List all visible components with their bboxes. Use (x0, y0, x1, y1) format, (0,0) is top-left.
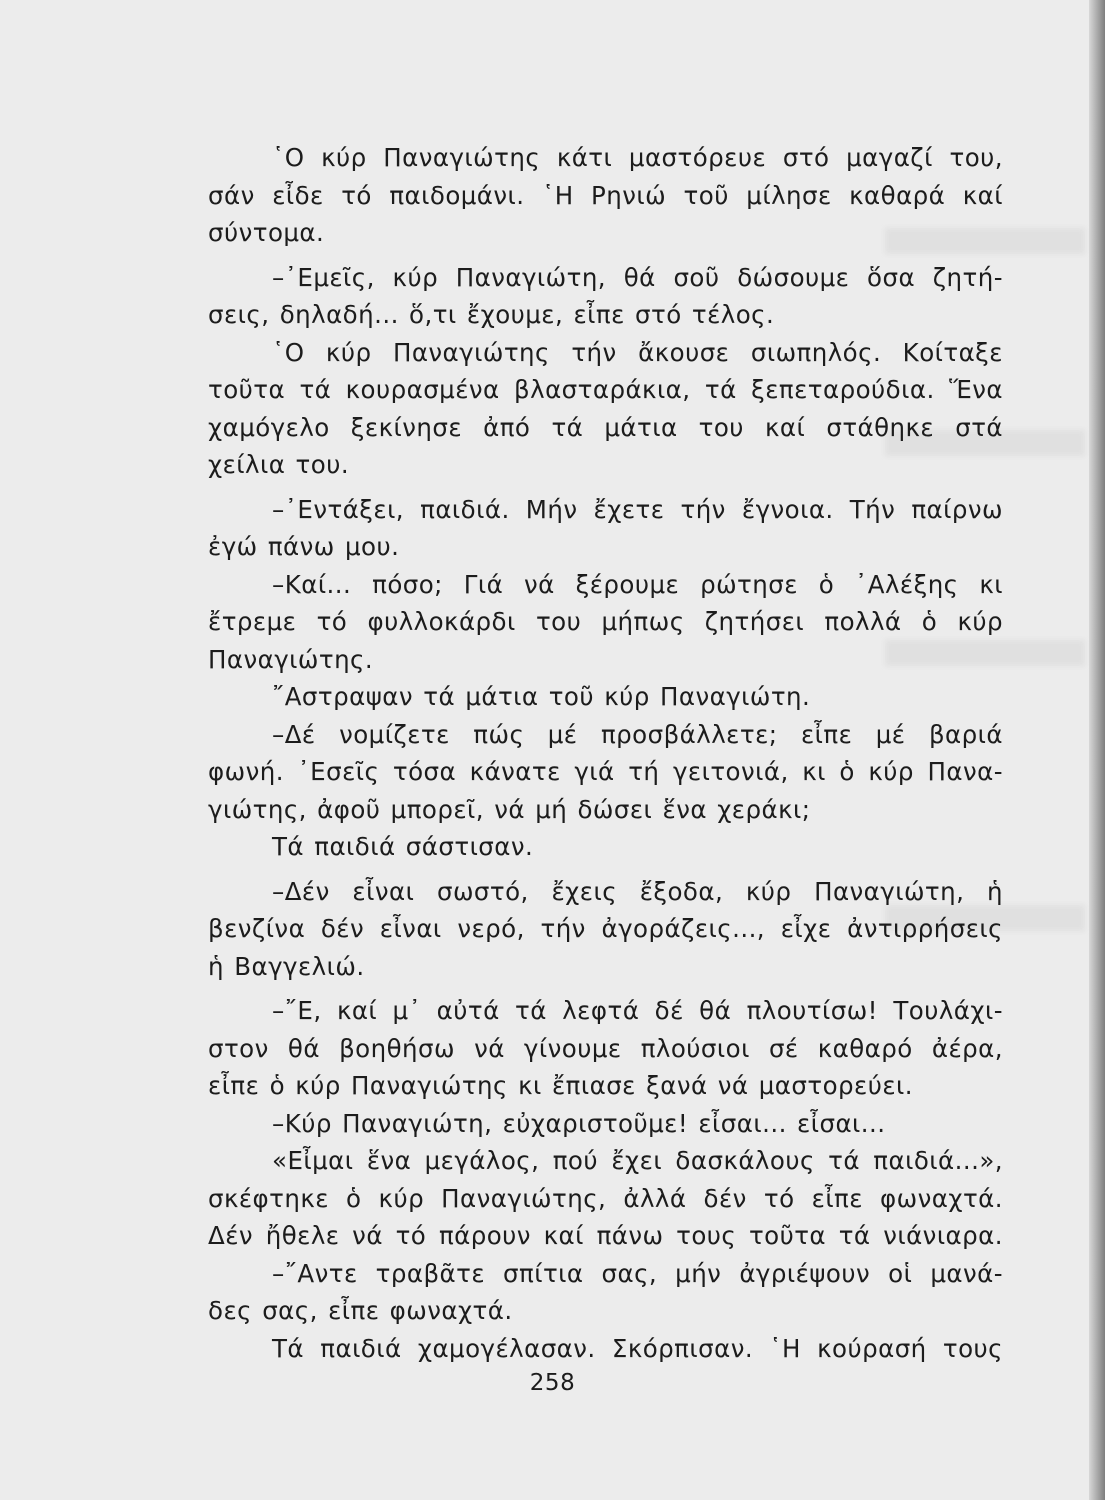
text-line: ῎Αστραψαν τά μάτια τοῦ κύρ Παναγιώτη. (272, 682, 811, 711)
text-line: χαμόγελο ξεκίνησε ἀπό τά μάτια του καί στάθηκε στά (208, 412, 1003, 442)
text-line: σάν εἶδε τό παιδομάνι. ῾Η Ρηνιώ τοῦ μίλησε καθαρά καί (208, 180, 1003, 210)
page-gutter-shadow (1089, 0, 1105, 1500)
body-text (208, 139, 1003, 1367)
text-line: στον θά βοηθήσω νά γίνουμε πλούσιοι σέ καθαρό ἀέρα, (208, 1033, 1003, 1063)
text-line: δες σας, εἶπε φωναχτά. (208, 1296, 513, 1325)
page-number: 258 (529, 1370, 576, 1396)
text-line: Δέν ἤθελε νά τό πάρουν καί πάνω τους τοῦτα τά νιάνιαρα. (208, 1221, 1003, 1250)
text-line: ῾Ο κύρ Παναγιώτης κάτι μαστόρευε στό μαγαζί του, (272, 143, 1003, 172)
text-line: –Καί... πόσο; Γιά νά ξέρουμε ρώτησε ὁ ᾿Αλέξης κι (272, 569, 1003, 599)
text-line: –Δέ νομίζετε πώς μέ προσβάλλετε; εἶπε μέ βαριά (272, 719, 1003, 749)
text-line: σκέφτηκε ὁ κύρ Παναγιώτης, ἀλλά δέν τό εἶπε φωναχτά. (208, 1183, 1003, 1213)
text-line: –᾿Εμεῖς, κύρ Παναγιώτη, θά σοῦ δώσουμε ὅσα ζητή- (272, 262, 1003, 292)
text-line: –῎Ε, καί μ᾿ αὐτά τά λεφτά δέ θά πλουτίσω! Τουλάχι- (272, 996, 1003, 1025)
text-line: «Εἶμαι ἕνα μεγάλος, πού ἔχει δασκάλους τά παιδιά...», (272, 1146, 1003, 1175)
text-line: ἐγώ πάνω μου. (208, 532, 400, 561)
text-line: –Δέν εἶναι σωστό, ἔχεις ἔξοδα, κύρ Παναγιώτη, ἡ (272, 876, 1003, 906)
text-line: Παναγιώτης. (208, 644, 374, 674)
text-line: τοῦτα τά κουρασμένα βλασταράκια, τά ξεπεταρούδια. Ἕνα (208, 375, 1003, 404)
text-line: ἡ Βαγγελιώ. (208, 951, 365, 981)
text-line: σύντομα. (208, 218, 325, 247)
text-line: –῎Αντε τραβᾶτε σπίτια σας, μήν ἀγριέψουν οἱ μανά- (272, 1258, 1003, 1288)
text-line: γιώτης, ἀφοῦ μπορεῖ, νά μή δώσει ἕνα χεράκι; (208, 794, 811, 824)
text-line: ῾Ο κύρ Παναγιώτης τήν ἄκουσε σιωπηλός. Κοίταξε (272, 337, 1003, 367)
text-line: εἶπε ὁ κύρ Παναγιώτης κι ἔπιασε ξανά νά μαστορεύει. (208, 1071, 914, 1100)
text-line: σεις, δηλαδή... ὅ,τι ἔχουμε, εἶπε στό τέλος. (208, 300, 775, 329)
text-line: ἔτρεμε τό φυλλοκάρδι του μήπως ζητήσει πολλά ὁ κύρ (208, 607, 1003, 636)
text-line: Τά παιδιά χαμογέλασαν. Σκόρπισαν. ῾Η κούρασή τους (272, 1333, 1003, 1363)
text-line: βενζίνα δέν εἶναι νερό, τήν ἀγοράζεις..., εἶχε ἀντιρρήσεις (208, 914, 1003, 943)
text-line: Τά παιδιά σάστισαν. (272, 832, 534, 861)
text-line: –Κύρ Παναγιώτη, εὐχαριστοῦμε! εἶσαι... εἶσαι... (272, 1108, 886, 1138)
text-line: χείλια του. (208, 450, 350, 479)
text-line: φωνή. ᾿Εσεῖς τόσα κάνατε γιά τή γειτονιά, κι ὁ κύρ Πανα- (208, 757, 1003, 786)
text-line: –᾿Εντάξει, παιδιά. Μήν ἔχετε τήν ἔγνοια. Τήν παίρνω (272, 494, 1003, 524)
